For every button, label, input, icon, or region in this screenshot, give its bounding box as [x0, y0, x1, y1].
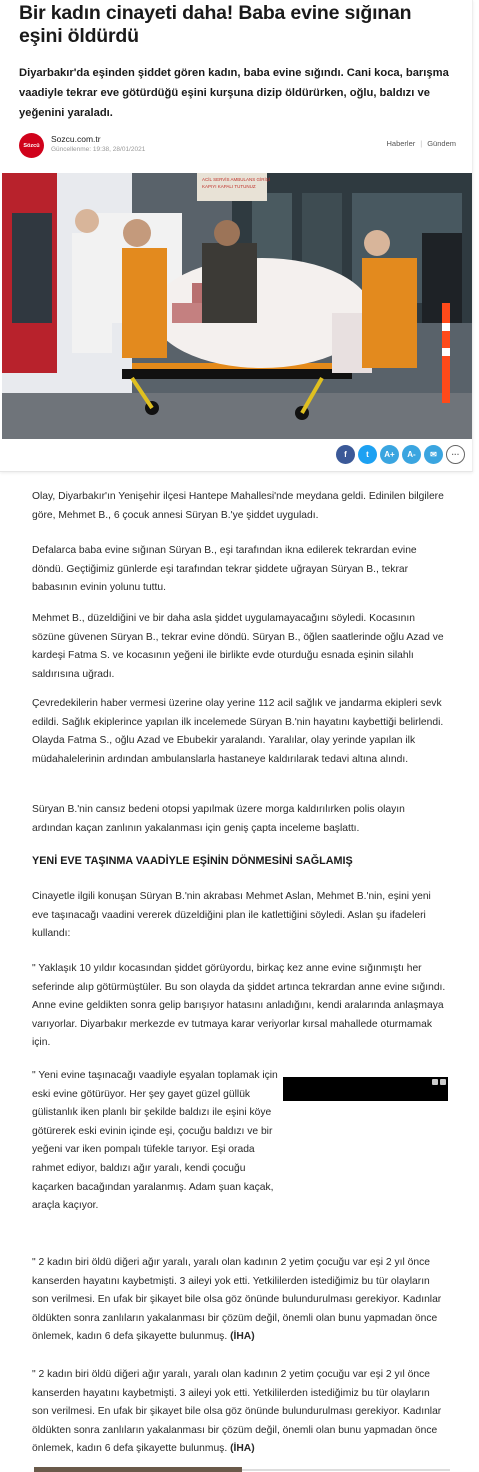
article-subheading: YENİ EVE TAŞINMA VAADİYLE EŞİNİN DÖNMESİNİ SAĞLAMIŞ: [32, 855, 353, 867]
share-toolbar: [336, 445, 465, 465]
agency-credit: (İHA): [230, 1331, 255, 1343]
ambulance-scene-image: [2, 173, 472, 439]
quote-paragraph: [32, 1254, 447, 1347]
advertisement[interactable]: [283, 1077, 448, 1101]
article-paragraph: Cinayetle ilgili konuşan Süryan B.'nin akrabası Mehmet Aslan, Mehmet B.'nin, eşini yeni eve taşınacağı vaadini vererek düzeldiğini plan ile katlettiğini söyledi. Aslan şu ifadeleri kullandı:: [32, 891, 431, 940]
breadcrumb: [387, 139, 457, 148]
font-increase-button[interactable]: A+: [380, 445, 399, 464]
photo-sign-text-2: KAPIYI KAPALI TUTUNUZ: [202, 184, 256, 189]
font-decrease-button[interactable]: A-: [402, 445, 421, 464]
ad-controls: [432, 1079, 446, 1085]
article-title: Bir kadın cinayeti daha! Baba evine sığınan eşini öldürdü: [19, 2, 412, 47]
ad-info-icon[interactable]: [432, 1079, 438, 1085]
next-image-preview[interactable]: [34, 1467, 242, 1472]
article-header-card: [0, 0, 473, 472]
sozcu-logo[interactable]: Sözcü: [19, 133, 44, 158]
article-summary: Diyarbakır'da eşinden şiddet gören kadın, baba evine sığındı. Cani koca, barışma vaadiyle tekrar eve götürdüğü eşini kurşuna dizip öldürürken, oğlu, baldızı ve yeğenini yaraladı.: [19, 67, 449, 119]
agency-credit: (İHA): [230, 1443, 255, 1455]
facebook-share-icon[interactable]: f: [336, 445, 355, 464]
article-paragraph: Olay, Diyarbakır'ın Yenişehir ilçesi Hantepe Mahallesi'nde meydana geldi. Edinilen bilgilere göre, Mehmet B., 6 çocuk annesi Süryan B.'ye şiddet uyguladı.: [32, 491, 444, 521]
quote-paragraph: " Yeni evine taşınacağı vaadiyle eşyalan toplamak için eski evine götürüyor. Her şey gayet güzel güllük gülistanlık iken planlı bir şekilde baldızı ile eşini köye götürerek eski evinin içinde eşi, çocuğu baldızı ve bir yeğeni var iken pompalı tüfekle tarıyor. Eşi orada rahmet ediyor, baldızı ağır yaralı, kendi çocuğu kaçarken bacağından yaralanmış. Adam şuan kaçak, araçla kaçıyor.: [32, 1070, 278, 1212]
category-separator: |: [420, 139, 423, 148]
quote-text: " 2 kadın biri öldü diğeri ağır yaralı, yaralı olan kadının 2 yetim çocuğu var eşi 2 yıl önce kanserden hayatını kaybetmişti. 3 aileyi yok etti. Yetkililerden istediğimiz bu tür olayların son verilmesi. En ufak bir şikayet bile olsa göz önünde bulundurulması gerekiyor. Kadınlar öldükten sonra zanlıların yakalanması bir çözüm değil, önemli olan bunu yapmadan önce önlemek, kadın 6 defa şikayette bulunmuş.: [32, 1369, 442, 1455]
quote-paragraph: " Yaklaşık 10 yıldır kocasından şiddet görüyordu, birkaç kez anne evine sığınmıştı her seferinde alıp götürmüştüler. Bu son olayda da şiddet artınca tekrardan anne evine sığındı. Anne evine geldikten sonra gelip barışıyor hatasını anladığını, kendi aralarında anlaşmaya varıyorlar. Diyarbakır merkezde ev tutmaya karar veriyorlar kırsal mahallede oturmamak için.: [32, 963, 446, 1049]
category-link-haberler[interactable]: Haberler: [386, 139, 416, 148]
ad-close-icon[interactable]: [440, 1079, 446, 1085]
twitter-share-icon[interactable]: t: [358, 445, 377, 464]
quote-paragraph: [32, 1366, 447, 1459]
article-paragraph: Mehmet B., düzeldiğini ve bir daha asla şiddet uygulamayacağını söyledi. Kocasının sözüne güvenen Süryan B., tekrar evine döndü. Süryan B., öğlen saatlerinde oğlu Azad ve kardeşi Fatma S. ve kocasının yeğeni ile birlikte evde oturduğu esnada eşinin silahlı saldırısına uğradı.: [32, 613, 444, 680]
more-options-icon[interactable]: ···: [446, 445, 465, 464]
mail-share-icon[interactable]: ✉: [424, 445, 443, 464]
article-paragraph: Çevredekilerin haber vermesi üzerine olay yerine 112 acil sağlık ve jandarma ekipleri sevk edildi. Sağlık ekiplerince yapılan ilk incelemede Süryan B.'nin hayatını kaybettiği belirlendi. Olayda Fatma S., oğlu Azad ve Ebubekir yaralandı. Yaralılar, olay yerinde yapılan ilk müdahalelerinin ardından ambulanslarla hastaneye kaldırılarak tedavi altına alındı.: [32, 698, 444, 765]
article-photo[interactable]: [2, 173, 472, 439]
quote-text: " 2 kadın biri öldü diğeri ağır yaralı, yaralı olan kadının 2 yetim çocuğu var eşi 2 yıl önce kanserden hayatını kaybetmişti. 3 aileyi yok etti. Yetkililerden istediğimiz bu tür olayların son verilmesi. En ufak bir şikayet bile olsa göz önünde bulundurulması gerekiyor. Kadınlar öldükten sonra zanlıların yakalanması bir çözüm değil, önemli olan bunu yapmadan önce önlemek, kadın 6 defa şikayette bulunmuş.: [32, 1257, 442, 1343]
source-row: [19, 131, 459, 161]
article-paragraph: Süryan B.'nin cansız bedeni otopsi yapılmak üzere morga kaldırılırken polis olayın ardından kaçan zanlının yakalanması için geniş çapta inceleme başlattı.: [32, 804, 405, 834]
article-paragraph: Defalarca baba evine sığınan Süryan B., eşi tarafından ikna edilerek tekrardan evine döndü. Geçtiğimiz günlerde eşi tarafından tekrar şiddete uğrayan Süryan B., tekrar babasının evinin yolunu tuttu.: [32, 545, 417, 594]
divider: [242, 1469, 450, 1471]
source-name[interactable]: Sozcu.com.tr: [51, 134, 101, 144]
category-link-gundem[interactable]: Gündem: [427, 139, 456, 148]
updated-date: Güncellenme: 19:38, 28/01/2021: [51, 146, 146, 153]
photo-sign-text: ACİL SERVİS AMBULANS GİRİŞİ: [202, 177, 271, 182]
